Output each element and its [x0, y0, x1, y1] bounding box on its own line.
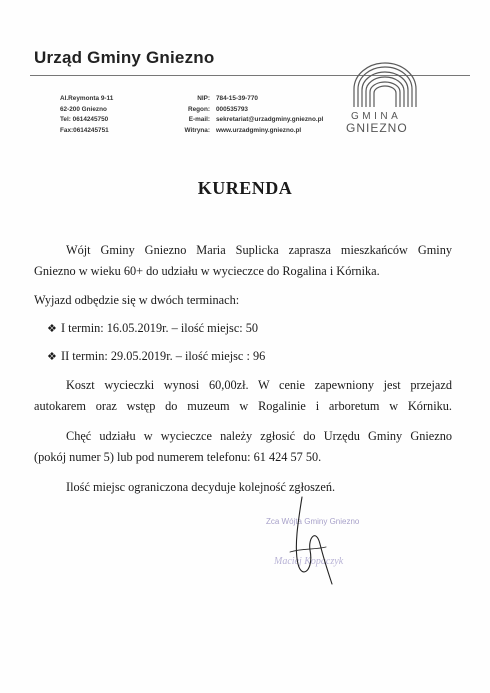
paragraph-signup-line2: (pokój numer 5) lub pod numerem telefonu: 61 424 57 50.	[34, 450, 322, 464]
logo-text-gmina: GMINA	[351, 111, 402, 122]
contact-values	[216, 94, 323, 136]
contact-labels	[184, 94, 210, 136]
email-value: sekretariat@urzadgminy.gniezno.pl	[216, 116, 324, 123]
nip-value: 784-15-39-770	[216, 95, 258, 102]
diamond-bullet-icon: ❖	[47, 323, 57, 335]
list-item-text: I termin: 16.05.2019r. – ilość miejsc: 50	[61, 321, 259, 335]
email-label: E-mail:	[188, 116, 210, 123]
website-label: Witryna:	[184, 126, 210, 134]
logo-text-gniezno: GNIEZNO	[346, 121, 408, 135]
address-street: Al.Reymonta 9-11	[60, 95, 114, 102]
paragraph-cost-line2: autokarem oraz wstęp do muzeum w Rogalinie i arboretum w Kórniku.	[34, 399, 452, 413]
regon-label: Regon:	[187, 105, 210, 113]
address-phone: Tel: 0614245750	[60, 116, 109, 123]
address-city: 62-200 Gniezno	[60, 105, 107, 113]
paragraph-invitation-line1: Wójt Gminy Gniezno Maria Suplicka zaprasza mieszkańców Gminy	[66, 243, 452, 257]
regon-value: 000535793	[216, 105, 248, 113]
paragraph-limit-note: Ilość miejsc ograniczona decyduje kolejność zgłoszeń.	[66, 480, 336, 494]
office-name: Urząd Gminy Gniezno	[34, 48, 215, 67]
paragraph-dates-intro: Wyjazd odbędzie się w dwóch terminach:	[34, 293, 240, 307]
address-fax: Fax:0614245751	[60, 126, 109, 134]
paragraph-cost-line1: Koszt wycieczki wynosi 60,00zł. W cenie zapewniony jest przejazd	[66, 378, 452, 392]
diamond-bullet-icon: ❖	[47, 351, 57, 363]
website-value: www.urzadgminy.gniezno.pl	[216, 126, 302, 134]
stamp-name: Maciej Kopaczyk	[274, 556, 344, 567]
stamp-title: Zca Wójta Gminy Gniezno	[266, 517, 360, 526]
paragraph-signup-line1: Chęć udziału w wycieczce należy zgłosić do Urzędu Gminy Gniezno	[66, 429, 452, 443]
document-title: KURENDA	[197, 178, 293, 198]
signature-icon	[280, 492, 350, 592]
list-item	[47, 346, 265, 368]
nip-label: NIP:	[197, 95, 210, 102]
paragraph-invitation-line2: Gniezno w wieku 60+ do udziału w wycieczce do Rogalina i Kórnika.	[34, 264, 380, 278]
address-block	[60, 94, 113, 136]
list-item	[47, 318, 258, 340]
list-item-text: II termin: 29.05.2019r. – ilość miejsc : 96	[61, 349, 266, 363]
